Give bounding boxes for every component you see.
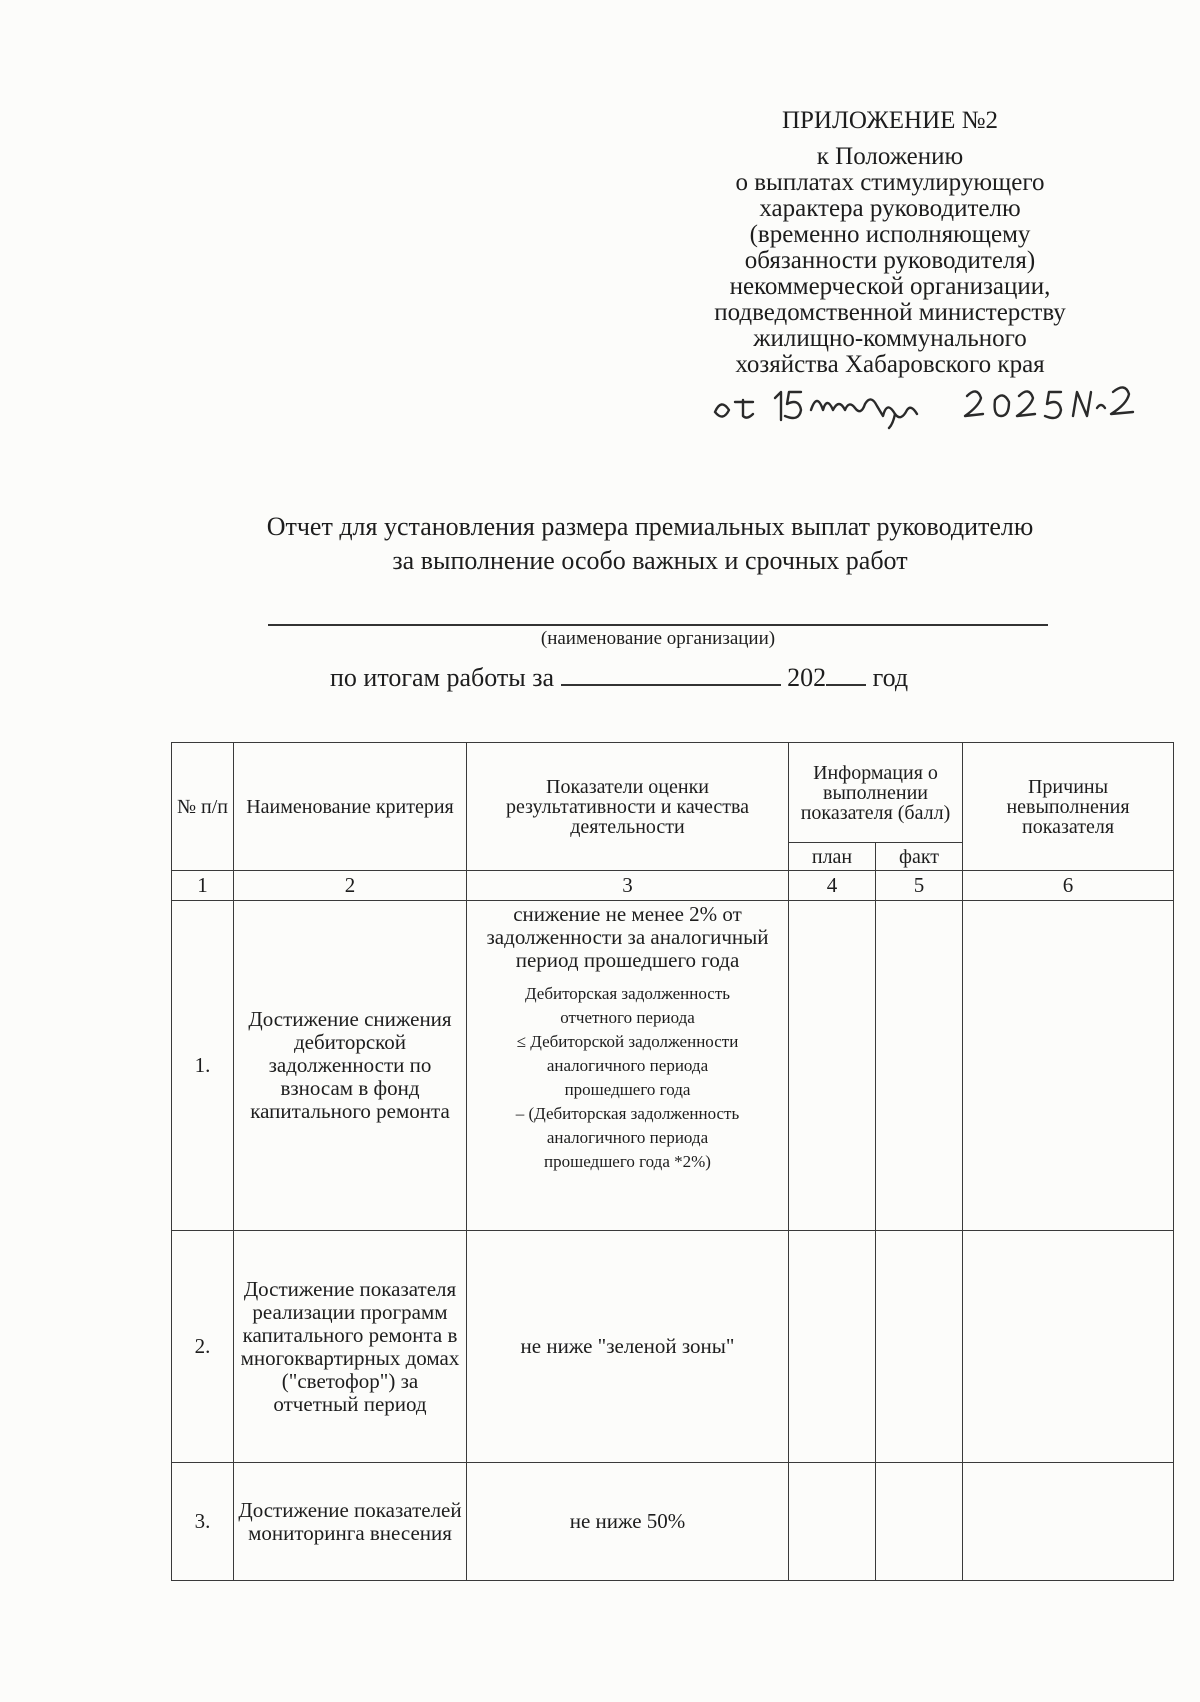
formula-line: аналогичного периода (546, 1056, 709, 1075)
formula-line: отчетного периода (560, 1008, 695, 1027)
header-fact: факт (876, 843, 963, 871)
row-indicator: снижение не менее 2% от задолженности за аналогичный период прошедшего года (486, 902, 769, 972)
appendix-line: характера руководителю (759, 195, 1021, 222)
reasons-cell[interactable] (963, 901, 1174, 1231)
appendix-line: подведомственной министерству (714, 299, 1066, 326)
appendix-line: хозяйства Хабаровского края (735, 351, 1045, 378)
appendix-line: обязанности руководителя) (744, 247, 1036, 274)
header-num: № п/п (172, 743, 234, 871)
column-number: 3 (467, 871, 789, 901)
plan-cell[interactable] (789, 1231, 876, 1463)
appendix-title: ПРИЛОЖЕНИЕ №2 (781, 107, 999, 134)
report-title-line-2: за выполнение особо важных и срочных работ (392, 546, 908, 575)
row-number: 3. (172, 1463, 234, 1581)
table-row (172, 901, 1174, 1231)
row-indicator: не ниже 50% (467, 1463, 789, 1581)
column-number: 2 (234, 871, 467, 901)
column-number: 5 (876, 871, 963, 901)
header-criterion: Наименование критерия (234, 743, 467, 871)
period-blank (561, 660, 781, 686)
header-indicators: Показатели оценки результативности и качества деятельности (467, 743, 789, 871)
column-numbers-row (172, 871, 1174, 901)
formula-line: прошедшего года *2%) (544, 1152, 711, 1171)
fact-cell[interactable] (876, 1463, 963, 1581)
period-year: 202 (787, 663, 827, 692)
appendix-line: жилищно-коммунального (753, 325, 1027, 352)
formula-line: ≤ Дебиторской задолженности (516, 1032, 739, 1051)
header-reasons: Причины невыполнения показателя (963, 743, 1174, 871)
plan-cell[interactable] (789, 1463, 876, 1581)
table-row (172, 1463, 1174, 1581)
handwritten-date-signature (705, 370, 1145, 430)
organization-caption: (наименование организации) (540, 628, 776, 649)
debt-formula (471, 982, 784, 1174)
formula-line: Дебиторская задолженность (524, 984, 731, 1003)
period-suffix: год (872, 663, 909, 692)
year-blank (826, 660, 866, 686)
appendix-block (680, 108, 1100, 378)
organization-name-line (268, 624, 1048, 626)
formula-line: прошедшего года (564, 1080, 691, 1099)
row-number: 1. (172, 901, 234, 1231)
row-criterion: Достижение снижения дебиторской задолженности по взносам в фонд капитального ремонта (234, 901, 467, 1231)
column-number: 4 (789, 871, 876, 901)
header-row (172, 743, 1174, 843)
appendix-line: к Положению (816, 143, 964, 170)
appendix-line: некоммерческой организации, (729, 273, 1051, 300)
table-row (172, 1231, 1174, 1463)
row-number: 2. (172, 1231, 234, 1463)
criteria-table (171, 742, 1174, 1581)
period-prefix: по итогам работы за (330, 663, 555, 692)
header-plan: план (789, 843, 876, 871)
appendix-line: (временно исполняющему (749, 221, 1031, 248)
formula-line: аналогичного периода (546, 1128, 709, 1147)
row-criterion: Достижение показателя реализации программ капитального ремонта в многоквартирных домах ("светофор") за отчетный период (234, 1231, 467, 1463)
fact-cell[interactable] (876, 901, 963, 1231)
period-line (330, 660, 1050, 693)
reasons-cell[interactable] (963, 1463, 1174, 1581)
formula-line: – (Дебиторская задолженность (515, 1104, 740, 1123)
appendix-line: о выплатах стимулирующего (735, 169, 1045, 196)
column-number: 1 (172, 871, 234, 901)
reasons-cell[interactable] (963, 1231, 1174, 1463)
report-title (200, 510, 1100, 578)
header-info: Информация о выполнении показателя (балл) (789, 743, 963, 843)
row-indicator-cell (467, 901, 789, 1231)
fact-cell[interactable] (876, 1231, 963, 1463)
row-indicator: не ниже "зеленой зоны" (467, 1231, 789, 1463)
report-title-line-1: Отчет для установления размера премиальных выплат руководителю (266, 512, 1034, 541)
column-number: 6 (963, 871, 1174, 901)
plan-cell[interactable] (789, 901, 876, 1231)
row-criterion: Достижение показателей мониторинга внесения (234, 1463, 467, 1581)
